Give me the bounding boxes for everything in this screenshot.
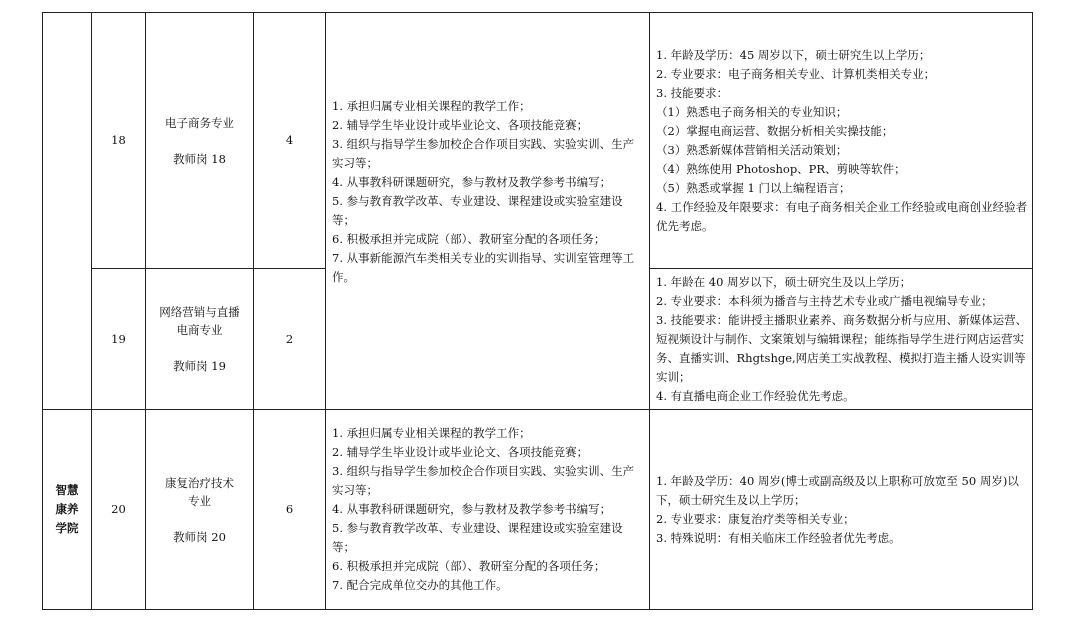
row-number: 18: [92, 13, 146, 269]
requirements-cell: [650, 13, 1033, 269]
duty-item: 7. 从事新能源汽车类相关专业的实训指导、实训室管理等工作。: [332, 251, 635, 284]
duty-item: 5. 参与教育教学改革、专业建设、课程建设或实验室建设等；: [332, 521, 623, 554]
duty-item: 3. 组织与指导学生参加校企合作项目实践、实验实训、生产实习等；: [332, 464, 635, 497]
major-name-line: 康复治疗技术: [165, 475, 234, 490]
major-name: 电子商务专业: [165, 115, 234, 130]
requirement-item: 1. 年龄及学历：40 周岁(博士或副高级及以上职称可放宽至 50 周岁)以下，硕士研究生及以上学历；: [656, 473, 1019, 507]
requirement-item: 2. 专业要求：康复治疗类等相关专业；: [656, 511, 855, 526]
row-number: 20: [92, 410, 146, 610]
requirement-item: （4）熟练使用 Photoshop、PR、剪映等软件；: [656, 161, 906, 176]
duty-item: 6. 积极承担并完成院（部）、教研室分配的各项任务；: [332, 559, 606, 573]
major-name-line: 电商专业: [176, 323, 223, 337]
duty-item: 7. 配合完成单位交办的其他工作。: [332, 578, 508, 592]
post-name: 教师岗 20: [173, 529, 226, 544]
post-name: 教师岗 18: [173, 151, 226, 166]
requirements-cell: [650, 410, 1033, 610]
requirement-item: 4. 有直播电商企业工作经验优先考虑。: [656, 388, 855, 403]
recruitment-table: [42, 12, 1033, 610]
major-name-line: 网络营销与直播: [159, 305, 240, 319]
duty-item: 1. 承担归属专业相关课程的教学工作；: [332, 426, 531, 440]
requirement-item: 2. 专业要求：电子商务相关专业、计算机类相关专业；: [656, 66, 936, 81]
requirement-item: 3. 特殊说明：有相关临床工作经验者优先考虑。: [656, 530, 901, 545]
college-name-line: 康养: [55, 502, 79, 516]
requirement-item: （1）熟悉电子商务相关的专业知识；: [656, 104, 848, 119]
duty-item: 2. 辅导学生毕业设计或毕业论文、各项技能竞赛；: [332, 445, 589, 459]
duty-item: 3. 组织与指导学生参加校企合作项目实践、实验实训、生产实习等；: [332, 137, 635, 170]
headcount: 6: [254, 410, 326, 610]
duty-item: 4. 从事教科研课题研究，参与教材及教学参考书编写；: [332, 175, 612, 189]
college-name-line: 学院: [55, 521, 79, 535]
requirement-item: （2）掌握电商运营、数据分析相关实操技能；: [656, 123, 894, 138]
duty-item: 6. 积极承担并完成院（部）、教研室分配的各项任务；: [332, 232, 606, 246]
duty-item: 2. 辅导学生毕业设计或毕业论文、各项技能竞赛；: [332, 118, 589, 132]
major-post-cell: [146, 13, 254, 269]
requirement-item: 3. 技能要求：能讲授主播职业素养、商务数据分析与应用、新媒体运营、短视频设计与制作、文案策划与编辑课程；能练指导学生进行网店运营实务、直播实训、Rhgtshge,网店美工实战教程、模拟打造主播人设实训等实训；: [656, 312, 1028, 384]
college-name-line: 智慧: [55, 483, 79, 497]
row-number: 19: [92, 269, 146, 410]
headcount: 4: [254, 13, 326, 269]
shared-duties-cell: [326, 13, 650, 410]
duty-item: 5. 参与教育教学改革、专业建设、课程建设或实验室建设等；: [332, 194, 623, 227]
requirement-item: （3）熟悉新媒体营销相关活动策划；: [656, 142, 848, 157]
major-name-line: 专业: [188, 493, 211, 508]
requirement-item: 1. 年龄在 40 周岁以下，硕士研究生及以上学历；: [656, 274, 912, 289]
headcount: 2: [254, 269, 326, 410]
college-name-cell: [43, 410, 92, 610]
duty-item: 1. 承担归属专业相关课程的教学工作；: [332, 99, 531, 113]
requirements-cell: [650, 269, 1033, 410]
duties-cell: [326, 410, 650, 610]
requirement-item: 2. 专业要求：本科须为播音与主持艺术专业或广播电视编导专业；: [656, 293, 993, 308]
requirement-item: 4. 工作经验及年限要求：有电子商务相关企业工作经验或电商创业经验者优先考虑。: [656, 199, 1028, 233]
major-post-cell: [146, 410, 254, 610]
requirement-item: 3. 技能要求：: [656, 85, 729, 100]
duty-item: 4. 从事教科研课题研究，参与教材及教学参考书编写；: [332, 502, 612, 516]
table-row: [43, 13, 1033, 269]
requirement-item: （5）熟悉或掌握 1 门以上编程语言；: [656, 180, 851, 195]
post-name: 教师岗 19: [173, 359, 226, 373]
requirement-item: 1. 年龄及学历：45 周岁以下，硕士研究生以上学历；: [656, 47, 931, 62]
college-cell-empty: [43, 13, 92, 410]
major-post-cell: [146, 269, 254, 410]
table-row: [43, 410, 1033, 610]
